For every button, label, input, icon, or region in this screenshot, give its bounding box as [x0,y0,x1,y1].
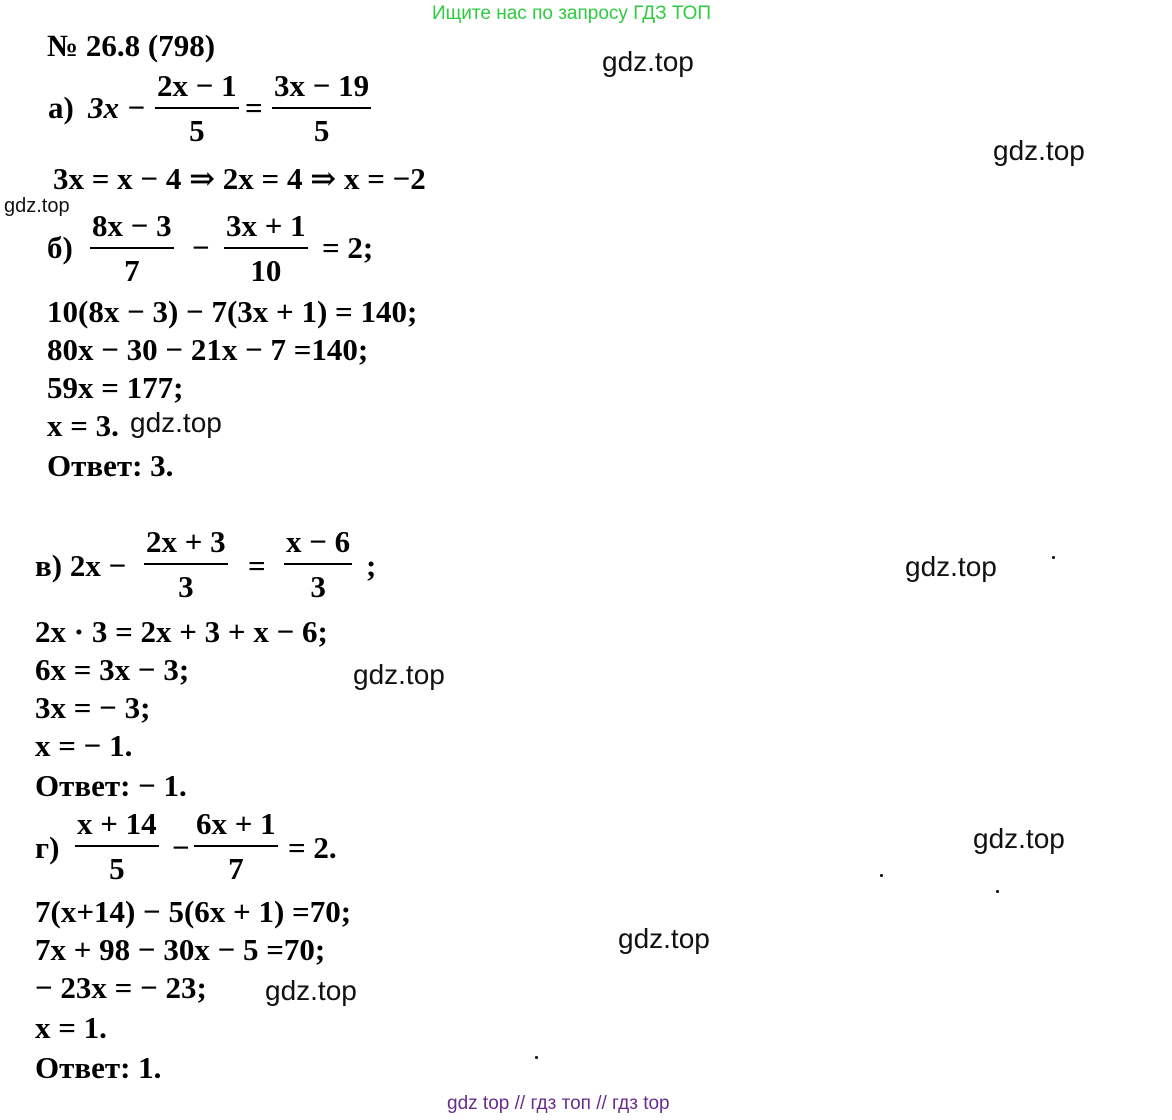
part-b-frac1-numerator: 8x − 3 [90,210,174,249]
watermark: gdz.top [993,135,1085,166]
part-a-label: а) [48,90,74,125]
part-v-label: в) 2x − [35,548,127,583]
problem-title: № 26.8 (798) [47,28,216,63]
part-v-equals: = [248,548,266,583]
part-a-equals: = [245,90,263,125]
scan-speck [1052,556,1055,559]
part-b-frac2-numerator: 3x + 1 [224,210,308,249]
part-b-line-1: 10(8x − 3) − 7(3x + 1) = 140; [47,294,418,329]
scan-speck [880,874,883,877]
part-g-fraction-2 [194,808,278,884]
part-b-tail: = 2; [322,230,374,265]
part-g-line-3: − 23x = − 23; [35,970,207,1005]
part-a-frac2-numerator: 3x − 19 [272,70,371,109]
watermark: gdz.top [905,551,997,582]
part-g-frac2-denominator: 7 [228,851,244,886]
part-a-frac1-denominator: 5 [189,113,205,148]
part-v-frac1-denominator: 3 [178,569,194,604]
watermark: gdz.top [130,407,222,438]
part-b-fraction-1 [90,210,174,286]
part-v-answer: Ответ: − 1. [35,768,187,803]
watermark: gdz.top [4,195,70,217]
part-a-frac1-numerator: 2x − 1 [155,70,239,109]
part-g-frac2-numerator: 6x + 1 [194,808,278,847]
part-v-line-1: 2x · 3 = 2x + 3 + x − 6; [35,614,328,649]
part-v-frac1-numerator: 2x + 3 [144,526,228,565]
part-a-solution: 3x = x − 4 ⇒ 2x = 4 ⇒ x = −2 [53,161,426,196]
scan-speck [535,1056,538,1059]
part-b-fraction-2 [224,210,308,286]
part-a-lead: 3x − [88,90,146,125]
part-b-line-4: x = 3. [47,408,119,443]
watermark: gdz.top [265,975,357,1006]
part-b-frac1-denominator: 7 [124,253,140,288]
search-banner: Ищите нас по запросу ГДЗ ТОП [432,3,712,24]
part-b-label: б) [47,230,73,265]
part-a-fraction-2 [272,70,371,146]
part-v-tail: ; [366,548,377,583]
part-b-answer: Ответ: 3. [47,448,174,483]
part-b-line-3: 59x = 177; [47,370,184,405]
part-v-line-4: x = − 1. [35,728,133,763]
part-b-minus: − [192,230,210,265]
part-g-fraction-1 [75,808,159,884]
part-g-label: г) [35,830,60,865]
part-v-line-2: 6x = 3x − 3; [35,652,190,687]
footer-links: gdz top // гдз топ // гдз top [447,1093,670,1114]
watermark: gdz.top [602,46,694,77]
part-a-frac2-denominator: 5 [313,113,330,148]
part-g-line-2: 7x + 98 − 30x − 5 =70; [35,932,326,967]
watermark: gdz.top [973,823,1065,854]
part-g-frac1-numerator: x + 14 [75,808,159,847]
part-v-fraction-1 [144,526,228,602]
part-v-fraction-2 [284,526,352,602]
scan-speck [996,890,999,893]
part-a-fraction-1 [155,70,239,146]
part-v-line-3: 3x = − 3; [35,690,151,725]
part-g-frac1-denominator: 5 [109,851,125,886]
watermark: gdz.top [618,923,710,954]
part-b-frac2-denominator: 10 [250,253,282,288]
part-v-frac2-denominator: 3 [310,569,326,604]
part-g-answer: Ответ: 1. [35,1050,162,1085]
watermark: gdz.top [353,659,445,690]
part-g-tail: = 2. [288,830,337,865]
part-v-frac2-numerator: x − 6 [284,526,352,565]
part-g-line-1: 7(x+14) − 5(6x + 1) =70; [35,894,352,929]
part-b-line-2: 80x − 30 − 21x − 7 =140; [47,332,369,367]
part-g-line-4: x = 1. [35,1010,107,1045]
part-g-minus: − [172,830,190,865]
